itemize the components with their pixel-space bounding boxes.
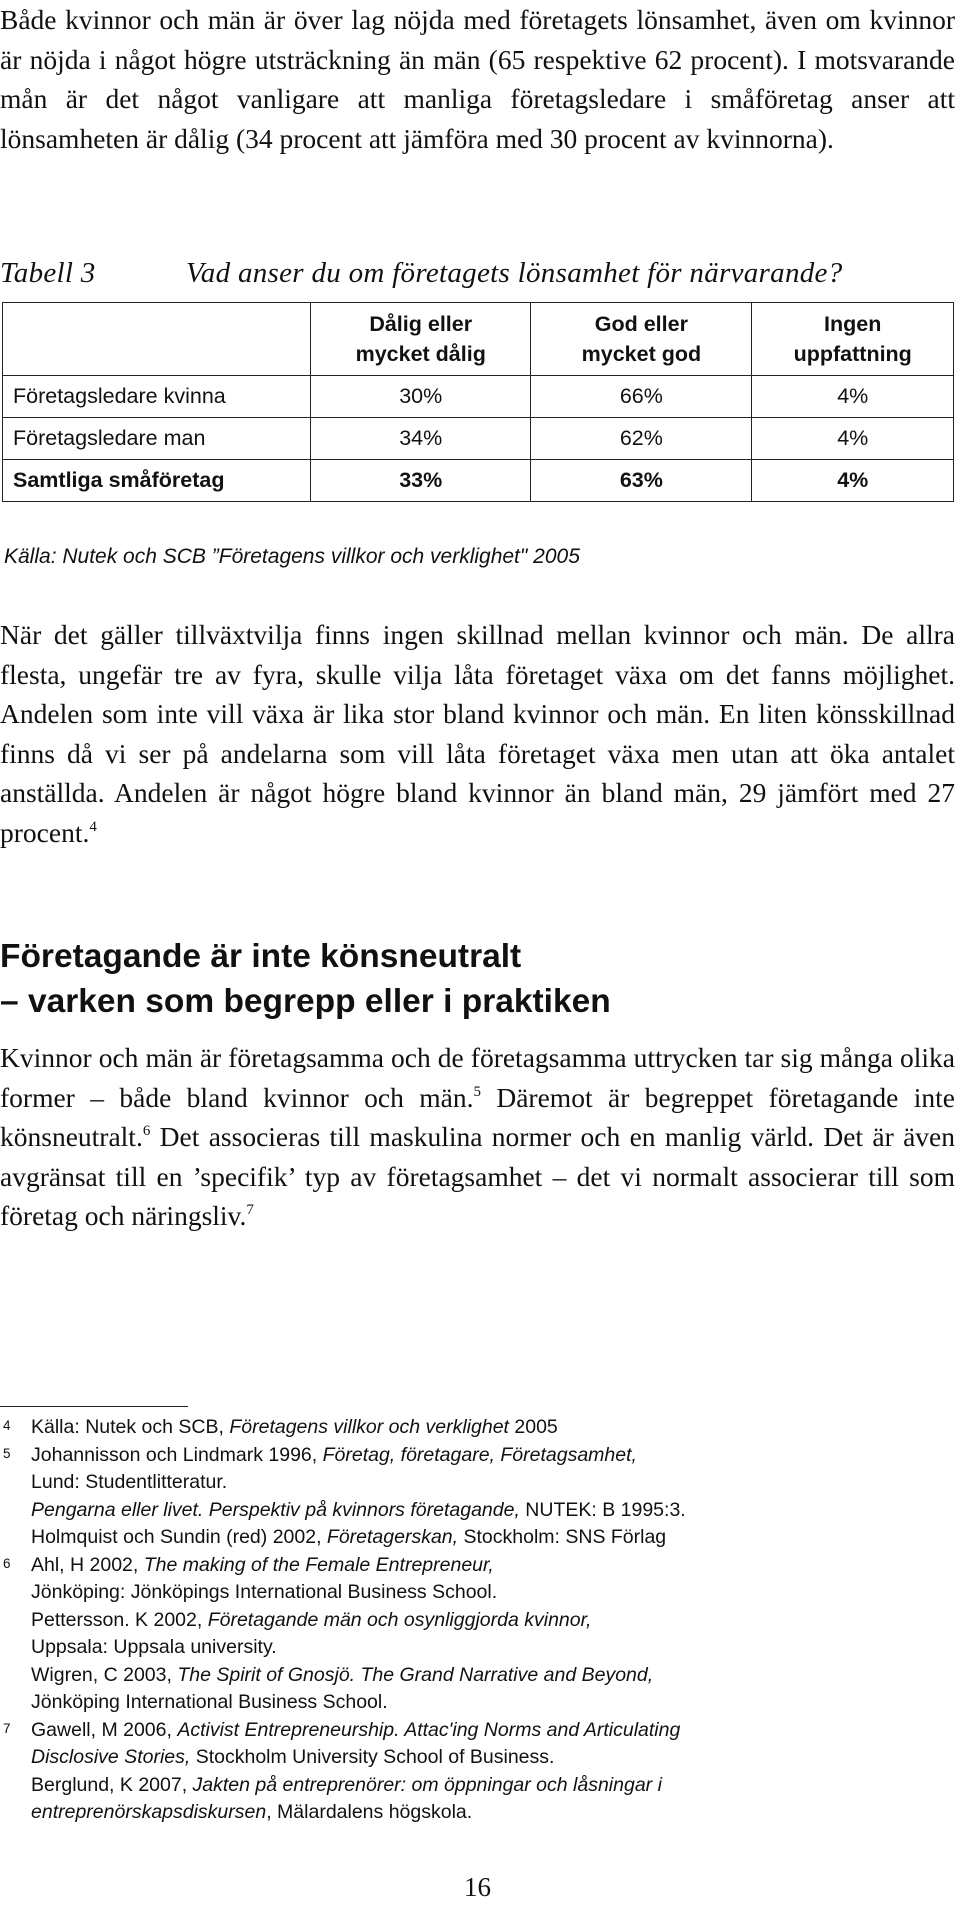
- profitability-table: [2, 302, 954, 502]
- footnote-line: Lund: Studentlitteratur.: [31, 1471, 228, 1493]
- header-line: mycket god: [581, 342, 702, 366]
- table-cell: 33%: [311, 460, 531, 502]
- header-line: uppfattning: [793, 342, 912, 366]
- footnote-line: [31, 1552, 900, 1580]
- table-row: [3, 418, 954, 460]
- footnote-7: [0, 1717, 900, 1827]
- section-text: Däremot är begreppet företagande inte könsneutralt.: [0, 1081, 955, 1152]
- footnote-text: Gawell, M 2006,: [31, 1718, 178, 1741]
- footnote-text: NUTEK: B 1995:3.: [519, 1498, 686, 1521]
- header-line: Ingen: [824, 312, 882, 336]
- table-title: Vad anser du om företagets lönsamhet för närvarande?: [186, 257, 843, 289]
- footnote-text: Källa: Nutek och SCB,: [31, 1416, 230, 1438]
- table-cell: 4%: [752, 376, 954, 418]
- footnote-divider: [0, 1406, 188, 1407]
- footnotes: [0, 1414, 900, 1827]
- footnote-text: Berglund, K 2007,: [31, 1773, 193, 1796]
- table-header-cell: [752, 303, 954, 376]
- table-header-empty: [3, 303, 311, 376]
- footnote-title: Företagens villkor och verklighet: [229, 1416, 509, 1438]
- footnote-line: [31, 1524, 900, 1552]
- footnote-6: [0, 1552, 900, 1717]
- row-label: Företagsledare kvinna: [3, 376, 311, 418]
- section-text: Kvinnor och män är företagsamma och de företagsamma uttrycken tar sig många olika former – både bland kvinnor och män.: [0, 1042, 955, 1113]
- section-heading: [0, 934, 611, 1024]
- footnote-title: The Spirit of Gnosjö. The Grand Narrative and Beyond,: [177, 1663, 654, 1686]
- footnote-line: Jönköping: Jönköpings International Business School.: [31, 1581, 498, 1603]
- footnote-title: entreprenörskapsdiskursen: [31, 1801, 267, 1823]
- footnote-line: [31, 1414, 900, 1442]
- header-line: Dålig eller: [369, 312, 473, 336]
- section-heading-line2: – varken som begrepp eller i praktiken: [0, 983, 611, 1020]
- footnote-text: 2005: [508, 1416, 558, 1438]
- intro-paragraph: [0, 0, 955, 158]
- table-cell: 66%: [531, 376, 752, 418]
- footnote-title: Företagande män och osynliggjorda kvinnor,: [207, 1608, 592, 1631]
- footnote-text: Ahl, H 2002,: [31, 1553, 144, 1576]
- footnote-text: Stockholm: SNS Förlag: [458, 1526, 667, 1548]
- footnote-ref[interactable]: 5: [473, 1083, 481, 1100]
- table-total-row: [3, 460, 954, 502]
- footnote-5: [0, 1442, 900, 1552]
- footnote-title: Activist Entrepreneurship. Attac'ing Norms and Articulating: [177, 1718, 681, 1741]
- footnote-line: [31, 1772, 900, 1800]
- section-paragraph: [0, 1038, 955, 1236]
- header-line: mycket dålig: [355, 342, 486, 366]
- table-header-cell: [311, 303, 531, 376]
- footnote-title: Företagerskan,: [326, 1526, 459, 1548]
- footnote-line: [31, 1717, 900, 1745]
- footnote-ref[interactable]: 7: [246, 1202, 254, 1218]
- table-label: Tabell 3: [0, 257, 96, 289]
- growth-paragraph: [0, 615, 955, 852]
- footnote-title: Jakten på entreprenörer: om öppningar och låsningar i: [192, 1773, 662, 1796]
- footnote-number: 4: [3, 1418, 11, 1433]
- table-header-cell: [531, 303, 752, 376]
- footnote-line: [31, 1607, 900, 1635]
- table-header-row: [3, 303, 954, 376]
- table-row: [3, 376, 954, 418]
- footnote-4: [0, 1414, 900, 1442]
- section-heading-line1: Företagande är inte könsneutralt: [0, 938, 522, 975]
- footnote-title: The making of the Female Entrepreneur,: [143, 1553, 494, 1576]
- table-cell: 30%: [311, 376, 531, 418]
- footnote-line: [31, 1662, 900, 1690]
- footnote-text: , Mälardalens högskola.: [266, 1801, 473, 1823]
- table-cell: 62%: [531, 418, 752, 460]
- intro-paragraph-text: Både kvinnor och män är över lag nöjda med företagets lönsamhet, även om kvinnor är nöjda i något högre utsträckning än män (65 respektive 62 procent). I motsvarande mån är det något vanligare att manliga företagsledare i småföretag anser att lönsamheten är dålig (34 procent att jämföra med 30 procent av kvinnorna).: [0, 4, 955, 154]
- footnote-number: 5: [3, 1445, 11, 1461]
- table-cell: 4%: [752, 460, 954, 502]
- table-cell: 63%: [531, 460, 752, 502]
- section-text: Det associeras till maskulina normer och en manlig värld. Det är även avgränsat till en ’specifik’ typ av företagsamhet – det vi normalt associerar till som företag och näringsliv.: [0, 1121, 955, 1231]
- footnote-ref[interactable]: 4: [89, 818, 97, 835]
- footnote-ref[interactable]: 6: [142, 1123, 151, 1139]
- row-label: Företagsledare man: [3, 418, 311, 460]
- footnote-text: Holmquist och Sundin (red) 2002,: [31, 1526, 327, 1548]
- footnote-number: 7: [3, 1720, 11, 1736]
- footnote-text: Pettersson. K 2002,: [31, 1608, 208, 1631]
- table-source: Källa: Nutek och SCB ”Företagens villkor och verklighet" 2005: [4, 545, 580, 568]
- page-number: 16: [464, 1872, 491, 1902]
- header-line: God eller: [594, 312, 688, 336]
- footnote-line: [31, 1442, 900, 1470]
- row-label: Samtliga småföretag: [3, 460, 311, 502]
- footnote-text: Stockholm University School of Business.: [190, 1746, 555, 1768]
- table-caption: [0, 257, 955, 297]
- footnote-number: 6: [3, 1555, 11, 1571]
- footnote-line: Uppsala: Uppsala university.: [31, 1636, 277, 1658]
- footnote-text: Wigren, C 2003,: [31, 1663, 178, 1686]
- footnote-line: [31, 1497, 900, 1525]
- footnote-line: [31, 1744, 900, 1772]
- table-cell: 4%: [752, 418, 954, 460]
- footnote-title: Företag, företagare, Företagsamhet,: [322, 1443, 637, 1466]
- footnote-text: Johannisson och Lindmark 1996,: [31, 1443, 323, 1466]
- footnote-title: Disclosive Stories,: [31, 1746, 191, 1768]
- footnote-line: [31, 1799, 900, 1827]
- table-cell: 34%: [311, 418, 531, 460]
- footnote-line: Jönköping International Business School.: [31, 1691, 388, 1713]
- footnote-title: Pengarna eller livet. Perspektiv på kvinnors företagande,: [31, 1498, 520, 1521]
- growth-paragraph-text: När det gäller tillväxtvilja finns ingen skillnad mellan kvinnor och män. De allra flesta, ungefär tre av fyra, skulle vilja låta företaget växa om det fanns möjlighet. Andelen som inte vill växa är lika stor bland kvinnor och män. En liten könsskillnad finns då vi ser på andelarna som vill låta företaget växa men utan att öka antalet anställda. Andelen är något högre bland kvinnor än bland män, 29 jämfört med 27 procent.: [0, 619, 955, 848]
